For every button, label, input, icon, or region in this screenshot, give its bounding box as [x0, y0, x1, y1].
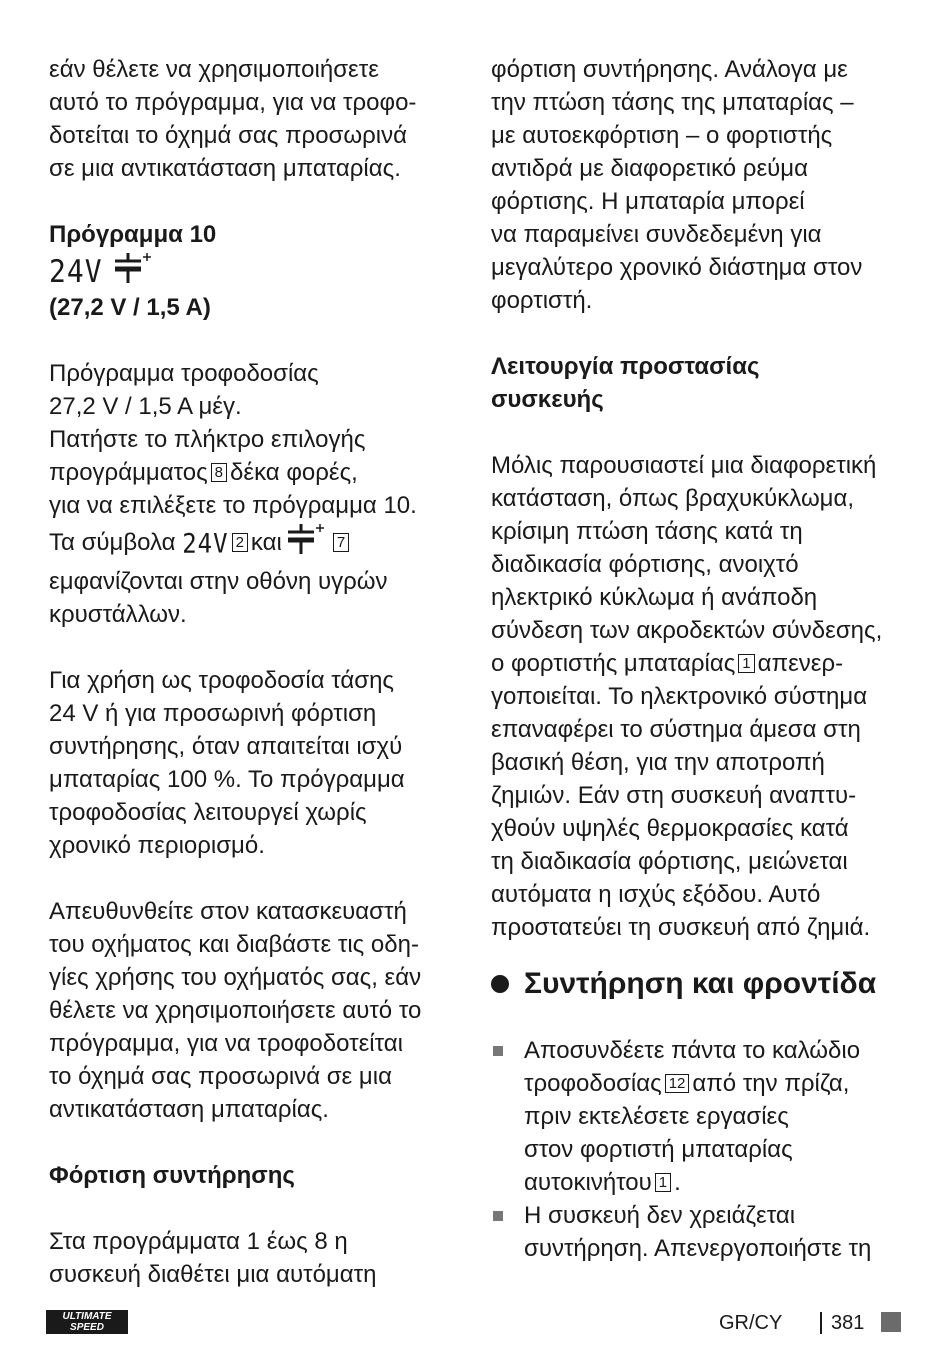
page-marker-icon: [881, 1312, 901, 1332]
list-item: Η συσκευή δεν χρειάζεται συντήρηση. Απενεργοποιήστε τη: [491, 1199, 906, 1265]
text-line: φόρτισης. Η μπαταρία μπορεί: [491, 188, 805, 215]
lcd-24v-symbol: 24V: [49, 253, 103, 290]
ref-box-1: 1: [655, 1173, 671, 1192]
text-line: προγράμματος 8 δέκα φορές,: [49, 459, 358, 486]
bullet-dot-icon: [491, 975, 509, 993]
ref-box-2: 2: [232, 533, 248, 552]
country-code: GR/CY: [719, 1312, 783, 1334]
text-line: γίες χρήσης του οχήματός σας, εάν: [49, 964, 422, 991]
text-line: την πτώση τάσης της μπαταρίας –: [491, 89, 854, 116]
divider: [820, 1312, 822, 1334]
text-line: Τα σύμβολα 24V 2 και 7: [49, 522, 459, 565]
text-line: γοποιείται. Το ηλεκτρονικό σύστημα: [491, 683, 868, 710]
text-line: να παραμείνει συνδεδεμένη για: [491, 221, 822, 248]
square-bullet-icon: [493, 1211, 503, 1221]
intro-line: εάν θέλετε να χρησιμοποιήσετε: [49, 56, 379, 83]
text-line: ζημιών. Εάν στη συσκευή αναπτυ-: [491, 782, 857, 809]
left-column: [49, 53, 459, 1291]
device-protection-heading: συσκευής: [491, 386, 604, 413]
text-line: Μόλις παρουσιαστεί μια διαφορετική: [491, 452, 877, 479]
text-line: Πρόγραμμα τροφοδοσίας: [49, 360, 319, 387]
text-line: ηλεκτρικό κύκλωμα ή ανάποδη: [491, 584, 818, 611]
text-line: φορτιστή.: [491, 287, 593, 314]
list-item: Αποσυνδέετε πάντα το καλώδιο τροφοδοσίας 12 από την πρίζα, πριν εκτελέσετε εργασίες στον φορτιστή μπαταρίας αυτοκινήτου 1 .: [491, 1034, 906, 1199]
text-line: για να επιλέξετε το πρόγραμμα 10.: [49, 492, 417, 519]
square-bullet-icon: [493, 1046, 503, 1056]
page-footer: [0, 1308, 950, 1340]
text-line: αυτόματα η ισχύς εξόδου. Αυτό: [491, 881, 821, 908]
text-line: φόρτιση συντήρησης. Ανάλογα με: [491, 56, 848, 83]
text-line: επαναφέρει το σύστημα άμεσα στη: [491, 716, 861, 743]
text-line: Πατήστε το πλήκτρο επιλογής: [49, 426, 366, 453]
text-line: Στα προγράμματα 1 έως 8 η: [49, 1228, 348, 1255]
text-line: αντικατάσταση μπαταρίας.: [49, 1096, 329, 1123]
text-line: συντήρησης, όταν απαιτείται ισχύ: [49, 733, 403, 760]
text-line: πρόγραμμα, για να τροφοδοτείται: [49, 1030, 403, 1057]
text-line: κατάσταση, όπως βραχυκύκλωμα,: [491, 485, 855, 512]
program-symbols: [49, 251, 459, 291]
text-line: μπαταρίας 100 %. Το πρόγραμμα: [49, 766, 405, 793]
text-line: τροφοδοσίας λειτουργεί χωρίς: [49, 799, 367, 826]
text-line: κρίσιμη πτώση τάσης κατά τη: [491, 518, 803, 545]
text-line: το όχημά σας προσωρινά σε μια: [49, 1063, 392, 1090]
ref-box-12: 12: [665, 1074, 690, 1093]
battery-supply-icon: [286, 522, 326, 565]
text-line: θέλετε να χρησιμοποιήσετε αυτό το: [49, 997, 422, 1024]
intro-line: δοτείται το όχημά σας προσωρινά: [49, 122, 407, 149]
text-line: προστατεύει τη συσκευή από ζημιά.: [491, 914, 871, 941]
text-line: αντιδρά με διαφορετικό ρεύμα: [491, 155, 808, 182]
right-column: [491, 53, 906, 1265]
program-10-spec: (27,2 V / 1,5 A): [49, 294, 211, 321]
program-10-heading: Πρόγραμμα 10: [49, 221, 217, 248]
text-line: Απευθυνθείτε στον κατασκευαστή: [49, 898, 407, 925]
text-line: τη διαδικασία φόρτισης, μειώνεται: [491, 848, 848, 875]
intro-line: σε μια αντικατάσταση μπαταρίας.: [49, 155, 401, 182]
ref-box-8: 8: [211, 463, 227, 482]
text-line: Για χρήση ως τροφοδοσία τάσης: [49, 667, 394, 694]
text-line: 24 V ή για προσωρινή φόρτιση: [49, 700, 377, 727]
text-line: 27,2 V / 1,5 A μέγ.: [49, 393, 242, 420]
text-line: μεγαλύτερο χρονικό διάστημα στον: [491, 254, 863, 281]
text-line: σύνδεση των ακροδεκτών σύνδεσης,: [491, 617, 883, 644]
text-line: κρυστάλλων.: [49, 601, 187, 628]
text-line: συσκευή διαθέτει μια αυτόματη: [49, 1261, 377, 1288]
text-line: διαδικασία φόρτισης, ανοιχτό: [491, 551, 799, 578]
text-line: βασική θέση, για την αποτροπή: [491, 749, 825, 776]
text-line: χρονικό περιορισμό.: [49, 832, 265, 859]
intro-line: αυτό το πρόγραμμα, για να τροφο-: [49, 89, 417, 116]
ref-box-7: 7: [333, 533, 349, 552]
device-protection-heading: Λειτουργία προστασίας: [491, 353, 760, 380]
page-number: 381: [831, 1312, 865, 1334]
text-line: ο φορτιστής μπαταρίας 1 απενερ-: [491, 650, 844, 677]
text-line: του οχήματος και διαβάστε τις οδη-: [49, 931, 419, 958]
text-line: χθούν υψηλές θερμοκρασίες κατά: [491, 815, 849, 842]
battery-supply-icon: [113, 251, 153, 294]
maintenance-charge-heading: Φόρτιση συντήρησης: [49, 1162, 295, 1189]
brand-logo: ULTIMATE SPEED: [46, 1310, 128, 1334]
lcd-24v-symbol: 24V: [182, 528, 229, 560]
text-line: με αυτοεκφόρτιση – ο φορτιστής: [491, 122, 833, 149]
text-line: εμφανίζονται στην οθόνη υγρών: [49, 568, 388, 595]
maintenance-care-section-heading: Συντήρηση και φροντίδα: [491, 964, 906, 1004]
ref-box-1: 1: [738, 654, 754, 673]
